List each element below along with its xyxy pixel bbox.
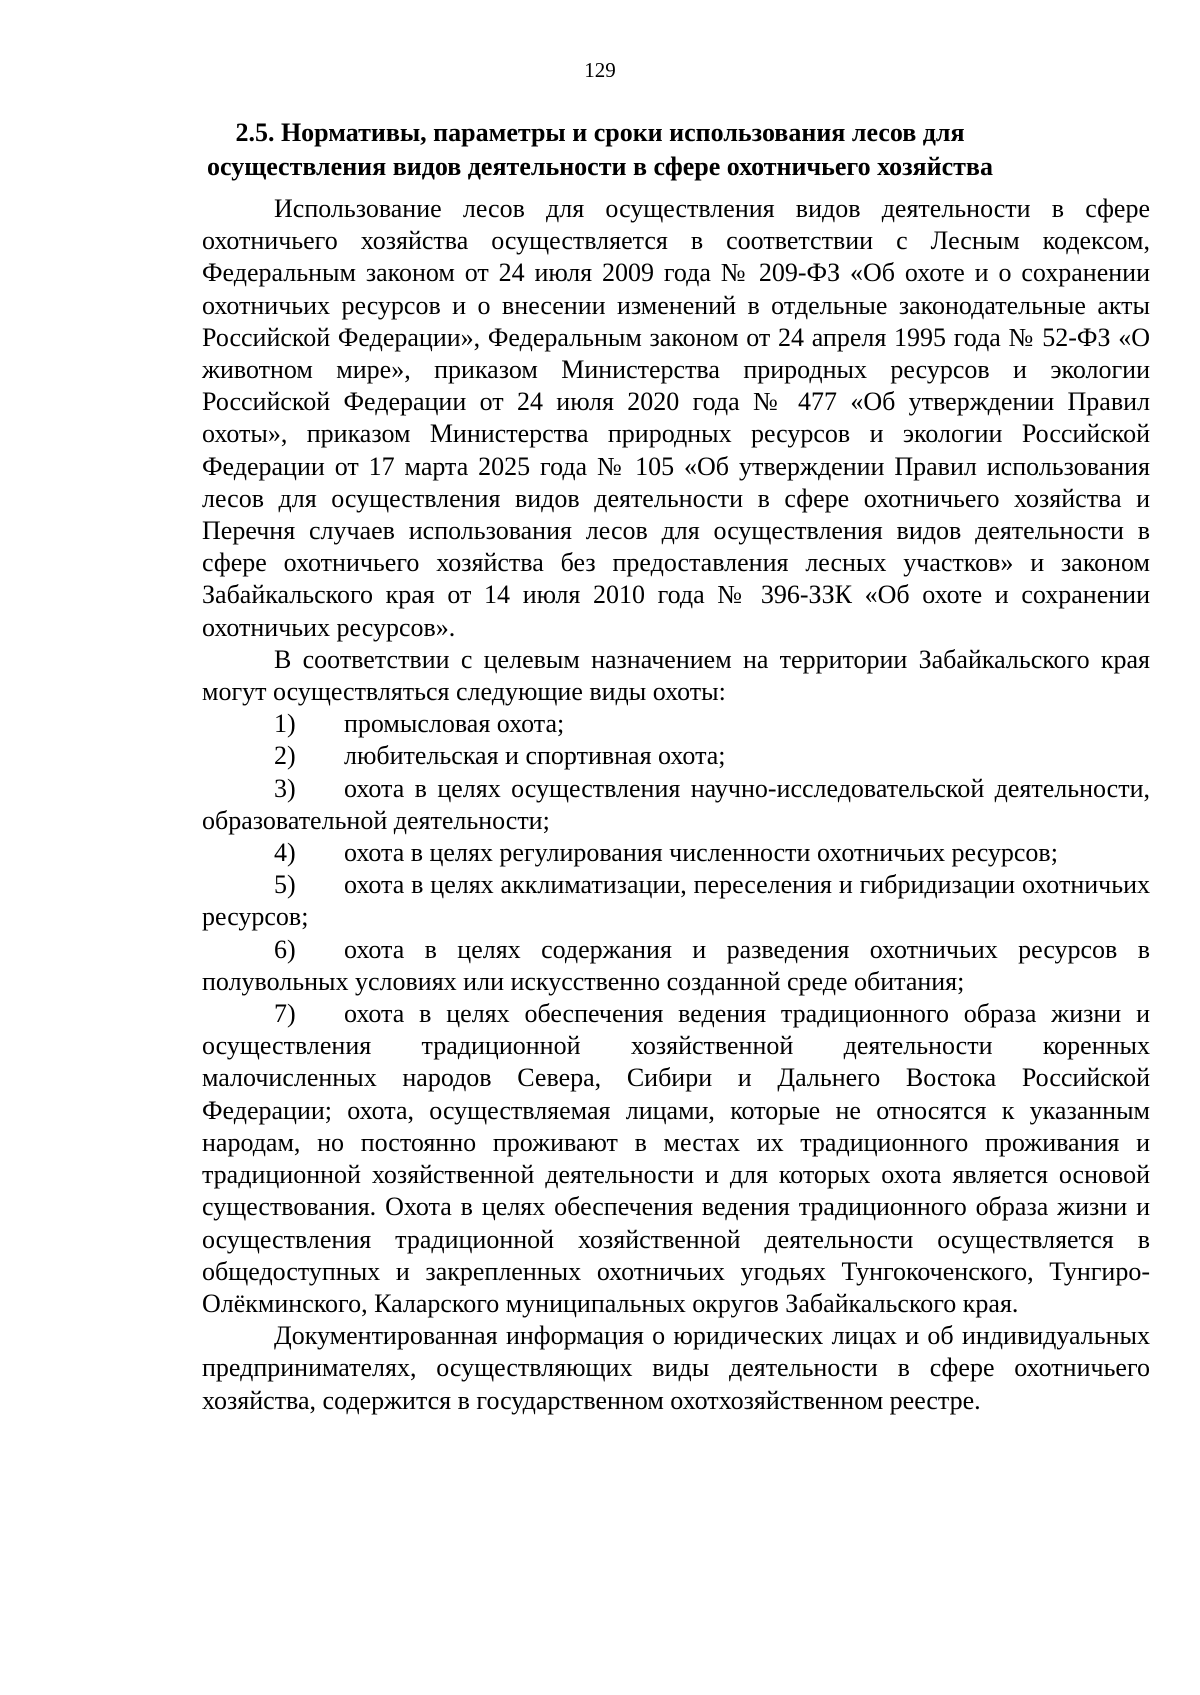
list-item [202,998,1150,1320]
paragraph-hunting-types-intro: В соответствии с целевым назначением на территории Забайкальского края могут осуществляться следующие виды охоты: [202,644,1150,707]
list-item [202,869,1150,933]
list-item-number: 5) [274,870,296,900]
list-item-number: 2) [274,741,296,771]
list-item-number: 7) [274,999,296,1029]
list-item [202,773,1150,837]
list-item-text: охота в целях регулирования численности охотничьих ресурсов; [344,838,1058,868]
paragraph-hunting-registry: Документированная информация о юридических лицах и об индивидуальных предпринимателях, осуществляющих виды деятельности в сфере охотничьего хозяйства, содержится в государственном охотхозяйственном реестре. [202,1321,1150,1415]
paragraph-forest-use-legal-basis: Использование лесов для осуществления видов деятельности в сфере охотничьего хозяйства осуществляется в соответствии с Лесным кодексом, Федеральным законом от 24 июля 2009 года № 209-ФЗ «Об охоте и о сохранении охотничьих ресурсов и о внесении изменений в отдельные законодательные акты Российской Федерации», Федеральным законом от 24 апреля 1995 года № 52-ФЗ «О животном мире», приказом Министерства природных ресурсов и экологии Российской Федерации от 24 июля 2020 года № 477 «Об утверждении Правил охоты», приказом Министерства природных ресурсов и экологии Российской Федерации от 17 марта 2025 года № 105 «Об утверждении Правил использования лесов для осуществления видов деятельности в сфере охотничьего хозяйства и Перечня случаев использования лесов для осуществления видов деятельности в сфере охотничьего хозяйства без предоставления лесных участков» и законом Забайкальского края от 14 июля 2010 года № 396-ЗЗК «Об охоте и сохранении охотничьих ресурсов». [202,194,1150,642]
list-item [202,837,1150,869]
list-item [202,934,1150,998]
list-item-text: охота в целях осуществления научно-исследовательской деятельности, образовательной деятельности; [202,773,1150,835]
list-item-number: 1) [274,709,296,739]
section-heading-line-2: осуществления видов деятельности в сфере охотничьего хозяйства [207,152,993,181]
list-item-text: любительская и спортивная охота; [344,741,726,771]
document-body [202,193,1150,1417]
list-item [202,740,1150,772]
list-item-text: охота в целях обеспечения ведения традиционного образа жизни и осуществления традиционной хозяйственной деятельности коренных малочисленных народов Севера, Сибири и Дальнего Востока Российской Федерации; охота, осуществляемая лицами, которые не относятся к указанным народам, но постоянно проживают в местах их традиционного проживания и традиционной хозяйственной деятельности и для которых охота является основой существования. Охота в целях обеспечения ведения традиционного образа жизни и осуществления традиционной хозяйственной деятельности осуществляется в общедоступных и закрепленных охотничьих угодьях Тунгокоченского, Тунгиро-Олёкминского, Каларского муниципальных округов Забайкальского края. [202,999,1150,1318]
page-number: 129 [584,58,616,82]
list-item-text: промысловая охота; [344,709,565,739]
list-item-number: 4) [274,838,296,868]
section-heading [160,116,1040,184]
hunting-types-list [202,708,1150,1320]
list-item [202,708,1150,740]
section-heading-line-1: 2.5. Нормативы, параметры и сроки использования лесов для [235,118,965,147]
list-item-text: охота в целях акклиматизации, переселения и гибридизации охотничьих ресурсов; [202,870,1150,932]
list-item-number: 3) [274,773,296,803]
list-item-text: охота в целях содержания и разведения охотничьих ресурсов в полувольных условиях или искусственно созданной среде обитания; [202,934,1150,996]
list-item-number: 6) [274,934,296,964]
